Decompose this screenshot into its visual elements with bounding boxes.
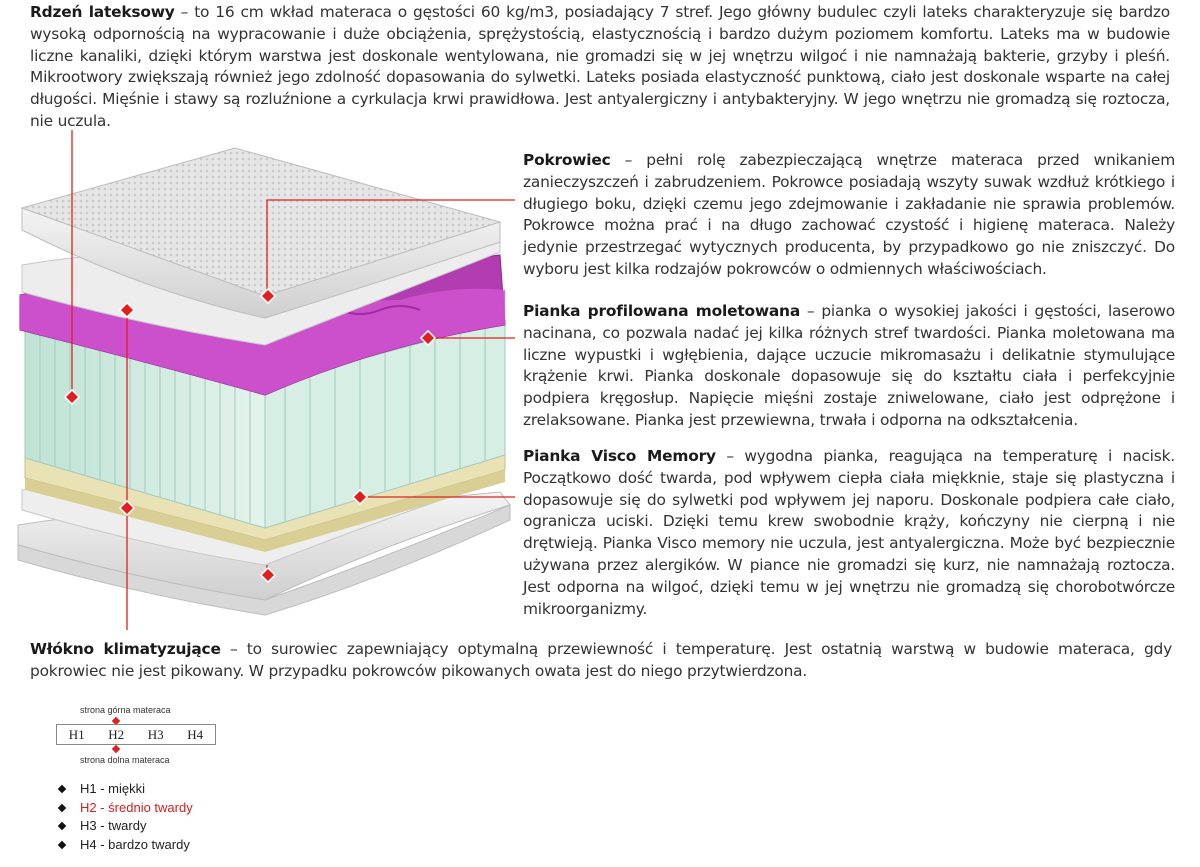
diamond-icon [58, 840, 66, 848]
visco-foam-title: Pianka Visco Memory [523, 447, 716, 465]
profile-foam-title: Pianka profilowana moletowana [523, 302, 801, 320]
bottom-firmness-marker [112, 745, 120, 753]
cover-title: Pokrowiec [523, 151, 611, 169]
scale-h4: H4 [187, 727, 204, 742]
legend-item-h1: H1 - miękki [56, 780, 193, 799]
legend-item-h3: H3 - twardy [56, 817, 193, 836]
mattress-bottom-side-label: strona dolna materaca [80, 755, 170, 765]
diamond-icon [58, 822, 66, 830]
latex-core-title: Rdzeń lateksowy [30, 3, 175, 21]
scale-h2: H2 [108, 727, 125, 742]
latex-core-text: – to 16 cm wkład materaca o gęstości 60 kg/m3, posiadający 7 stref. Jego główny budulec czyli lateks charakteryzuje się bardzo wysoką odpornością na wypracowanie i duże obciążenia, sprężystością, elastycznością i bardzo dużym poziomem komfortu. Lateks ma w budowie liczne kanaliki, dzięki którym warstwa jest doskonale wentylowana, nie gromadzi się w jej wnętrzu wilgoć i nie namnażają bakterie, grzyby i pleśń. Mikrootwory zwiększają również jego zdolność dopasowania do sylwetki. Lateks posiada elastyczność punktową, ciało jest doskonale wsparte na całej długości. Mięśnie i stawy są rozluźnione a cyrkulacja krwi prawidłowa. Jest antyalergiczny i antybakteryjny. W jego wnętrzu nie gromadzą się roztocza, nie uczula. [30, 3, 1170, 130]
scale-h1: H1 [68, 727, 85, 742]
firmness-legend-list [56, 780, 193, 854]
profile-foam-text: – pianka o wysokiej jakości i gęstości, laserowo nacinana, co pozwala nadać jej kilka różnych stref twardości. Pianka moletowana ma liczne wypustki i wgłębienia, dające uczucie mikromasażu i delikatnie stymulujące krążenie krwi. Pianka doskonale dopasowuje się do kształtu ciała i perfekcyjnie podpiera kręgosłup. Napięcie mięśni zostaje zniwelowane, ciało jest odprężone i zrelaksowane. Pianka jest przewiewna, trwała i odporna na odkształcenia. [523, 302, 1175, 429]
legend-item-h4: H4 - bardzo twardy [56, 836, 193, 855]
mattress-top-side-label: strona górna materaca [80, 705, 171, 715]
diamond-icon [58, 803, 66, 811]
fibre-text: – to surowiec zapewniający optymalną przewiewność i temperaturę. Jest ostatnią warstwą w budowie materaca, gdy pokrowiec nie jest pikowany. W przypadku pokrowców pikowanych owata jest do niego przytwierdzona. [30, 640, 1172, 680]
scale-h3: H3 [147, 727, 164, 742]
firmness-legend [50, 700, 270, 860]
legend-item-h2: H2 - średnio twardy [56, 799, 193, 818]
firmness-scale [56, 724, 216, 745]
cover-text: – pełni rolę zabezpieczającą wnętrze materaca przed wnikaniem zanieczyszczeń i zabrudzeniem. Pokrowce posiadają wszyty suwak wzdłuż krótkiego i długiego boku, dzięki czemu jego zdejmowanie i zakładanie nie sprawia problemów. Pokrowce można prać i na długo zachować czystość i higienę materaca. Należy jedynie przestrzegać wytycznych producenta, by przypadkowo go nie zniszczyć. Do wyboru jest kilka rodzajów pokrowców o odmiennych właściwościach. [523, 151, 1175, 278]
visco-foam-text: – wygodna pianka, reagująca na temperaturę i nacisk. Początkowo dość twarda, pod wpływem ciepła ciała miękknie, staje się plastyczna i dopasowuje się do sylwetki pod wpływem jej naporu. Doskonale podpiera całe ciało, ogranicza uciski. Dzięki temu krew swobodnie krąży, kończyny nie cierpną i nie drętwieją. Pianka Visco memory nie uczula, jest antyalergiczna. Może być bezpiecznie używana przez alergików. W piance nie gromadzi się kurz, nie namnażają roztocza. Jest odporna na wilgoć, dzięki temu w jej wnętrzu nie gromadzą się chorobotwórcze mikroorganizmy. [523, 447, 1175, 618]
diamond-icon [58, 785, 66, 793]
fibre-title: Włókno klimatyzujące [30, 640, 221, 658]
